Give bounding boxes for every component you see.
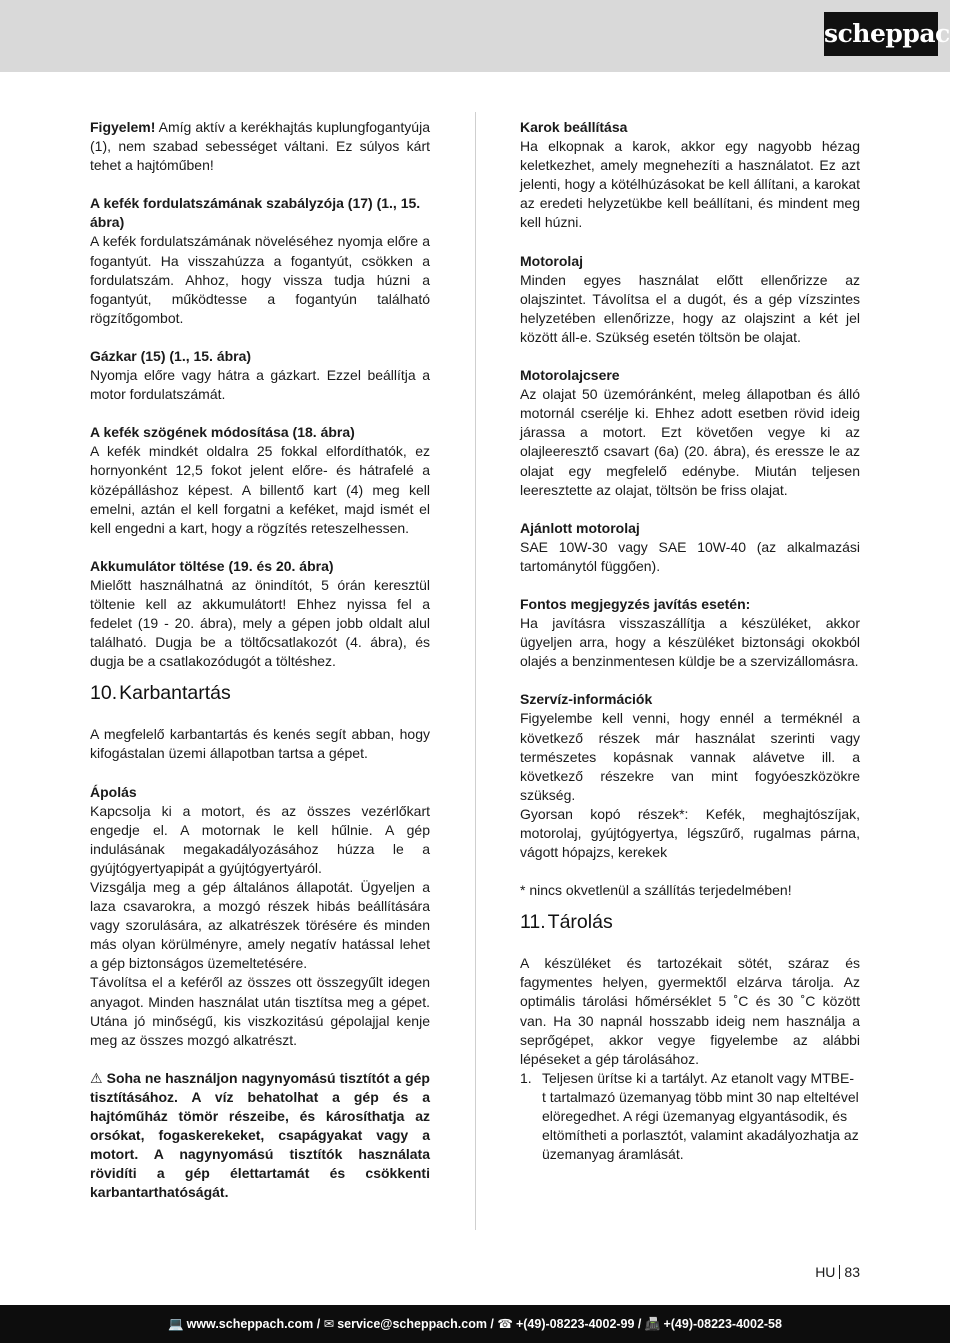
column-divider xyxy=(475,112,476,1230)
section-11-label: Tárolás xyxy=(547,911,613,934)
recommended-oil-text: SAE 10W-30 vagy SAE 10W-40 (az alkalmazási tartománytól függően). xyxy=(520,538,860,574)
section-10-title xyxy=(90,680,430,706)
list-item-text: Teljesen ürítse ki a tartályt. Az etanolt vagy MTBE- t tartalmazó üzemanyag több mint 30 nap elteltével elöregedhet. A régi üzemanyag elgyantásodik, és eltömítheti a porlasztót, valamint akadályozhatja az üzemanyag áramlását. xyxy=(542,1069,859,1163)
page-number-divider xyxy=(839,1265,840,1279)
recommended-oil-heading: Ajánlott motorolaj xyxy=(520,519,640,536)
list-item-marker: 1. xyxy=(520,1069,532,1086)
section-10-intro: A megfelelő karbantartás és kenés segít abban, hogy kifogástalan üzemi állapotban tartsa a gépet. xyxy=(90,726,430,762)
battery-heading: Akkumulátor töltése (19. és 20. ábra) xyxy=(90,557,334,574)
right-column xyxy=(520,118,860,1164)
care-heading: Ápolás xyxy=(90,783,137,800)
oil-change-heading: Motorolajcsere xyxy=(520,367,620,384)
footer-phone: +(49)-08223-4002-99 / xyxy=(515,1317,642,1331)
left-column xyxy=(90,118,430,1203)
engine-oil-heading: Motorolaj xyxy=(520,252,583,269)
engine-oil-text: Minden egyes használat előtt ellenőrizze az olajszintet. Távolítsa el a dugót, és a gép vízszintes helyzetében ellenőrizze, hogy az olajszint a két jel között áll-e. Szükség esetén töltsön be olajat. xyxy=(520,271,860,345)
attention-paragraph xyxy=(90,118,430,175)
care-paragraph-1: Kapcsolja ki a motort, és az összes vezérlőkart engedje el. A motornak le kell hűlnie. A gép indulásának megakadályozásához húzza le a gyújtógyertyapipát a gyújtógyertyáról. xyxy=(90,802,430,876)
fax-icon: 📠 xyxy=(644,1317,661,1331)
battery-text: Mielőtt használhatná az önindítót, 5 órán keresztül töltenie kell az akkumulátort! Ehhez nyissa fel a fedelet (19 - 20. ábra), mely a gépen jobb oldalt alul található. Dugja be a töltőcsatlakozót (4. ábra), és dugja be a csatlakozódugót a töltéshez. xyxy=(90,576,430,670)
page-lang: HU xyxy=(815,1264,836,1280)
brush-speed-text: A kefék fordulatszámának növeléséhez nyomja előre a fogantyút. Ha visszahúzza a fogantyút, csökken a fordulatszám. Ahhoz, hogy vissza tudja húzni a fogantyút, működtesse a fogantyún található rögzítőgombot. xyxy=(90,233,430,326)
section-10-label: Karbantartás xyxy=(119,682,231,705)
levers-text: Ha elkopnak a karok, akkor egy nagyobb hézag keletkezhet, amely megnehezíti a használatot. Ez azt jelenti, hogy a kötélhúzásokat be kell állítani, a karokat az eredeti helyzetükbe kell beállítani, és mindent meg kell húzni. xyxy=(520,138,860,231)
brand-logo: scheppach xyxy=(824,12,938,56)
footer-fax: +(49)-08223-4002-58 xyxy=(663,1317,782,1331)
storage-steps-list xyxy=(520,1069,860,1164)
section-11-intro: A készüléket és tartozékait sötét, száraz és fagymentes helyen, gyermektől elzárva tárolja. Az optimális tárolási hőmérséklet 5 ˚C és 30 ˚C között van. Ha 30 napnál hosszabb ideig nem használja a seprőgépet, akkor vegye figyelembe az alábbi lépéseket a gép tárolásához. xyxy=(520,955,860,1067)
footer-email-link[interactable]: service@scheppach.com / xyxy=(337,1317,494,1331)
header-band xyxy=(0,0,967,72)
page-num: 83 xyxy=(844,1264,860,1280)
brush-angle-text: A kefék mindkét oldalra 25 fokkal elfordíthatók, ez hornyonként 12,5 fokot jelent előre- és hátrafelé a középálláshoz képest. A billentő kart (4) meg kell emelni, aztán el kell forgatni a keféket, majd ismét el kell engedni a kart, hogy a rögzítés reteszelhessen. xyxy=(90,443,430,536)
brush-speed-heading: A kefék fordulatszámának szabályzója (17) (1., 15. ábra) xyxy=(90,195,421,231)
brush-angle-heading: A kefék szögének módosítása (18. ábra) xyxy=(90,424,355,441)
care-paragraph-2: Vizsgálja meg a gép általános állapotát. Ügyeljen a laza csavarokra, a mozgó részek hibás beállítására vagy szorulására, az alkatrészek törésére és minden más olyan körülményre, amely negatív hatással lehet a gép biztonságos üzemeltetésére. xyxy=(90,879,430,972)
section-11-number: 11. xyxy=(520,911,546,934)
service-info-footnote: * nincs okvetlenül a szállítás terjedelmében! xyxy=(520,882,792,899)
throttle-text: Nyomja előre vagy hátra a gázkart. Ezzel beállítja a motor fordulatszámát. xyxy=(90,367,430,403)
repair-note-heading: Fontos megjegyzés javítás esetén: xyxy=(520,595,751,612)
attention-text: Amíg aktív a kerékhajtás kuplungfogantyúja (1), nem szabad sebességet váltani. Ez súlyos kárt tehet a hajtóműben! xyxy=(90,119,430,174)
phone-icon: ☎ xyxy=(497,1317,513,1331)
high-pressure-warning xyxy=(90,1069,430,1203)
throttle-heading: Gázkar (15) (1., 15. ábra) xyxy=(90,347,252,364)
service-info-heading: Szervíz-információk xyxy=(520,691,653,708)
footer-website-link[interactable]: www.scheppach.com / xyxy=(186,1317,321,1331)
warning-icon: ⚠ xyxy=(90,1069,103,1086)
service-info-paragraph-2: Gyorsan kopó részek*: Kefék, meghajtószíjak, motorolaj, gyújtógyertya, légszűrő, rugalmas párna, vágott hópajzs, kerekek xyxy=(520,805,860,861)
levers-heading: Karok beállítása xyxy=(520,119,628,135)
mail-icon: ✉ xyxy=(323,1317,335,1331)
warning-text: Soha ne használjon nagynyomású tisztítót a gép tisztításához. A víz behatolhat a gép és a hajtóműház tömör részeibe, és károsíthatja az orsókat, fogaskerekeket, csapágyakat vagy a motort. A nagynyomású tisztítók használata rövidíti a gép élettartamát és csökkenti karbantarthatóságát. xyxy=(90,1069,430,1201)
service-info-paragraph-1: Figyelembe kell venni, hogy ennél a terméknél a következő részek már használat szerinti vagy természetes kopásnak vannak alávetve ill. a következő részekre van mint fogyóeszközökre szükség. xyxy=(520,710,860,803)
page-number xyxy=(790,1264,860,1280)
attention-label: Figyelem! xyxy=(90,119,156,135)
list-item xyxy=(520,1069,860,1164)
oil-change-text: Az olajat 50 üzemóránként, meleg állapotban és álló motornál cserélje ki. Ehhez adott esetben rövid ideig járassa a motort. Ezt követően vegye ki az olajleeresztő csavart (6a) (20. ábra), és eressze le az olajat egy megfelelő edénybe. Miután teljesen leeresztette az olajat, töltsön be friss olajat. xyxy=(520,386,860,498)
section-11-title xyxy=(520,909,860,935)
footer-bar xyxy=(0,1305,950,1343)
care-paragraph-3: Távolítsa el a keféről az összes ott összegyűlt idegen anyagot. Minden használat után tisztítsa meg a gépet. Utána jó minőségű, kis viszkozitású gépolajjal kenje meg az összes mozgó alkatrészt. xyxy=(90,974,430,1048)
repair-note-text: Ha javításra visszaszállítja a készüléket, akkor ügyeljen arra, hogy a készüléket biztonsági okokból olajés a benzinmentesen küldje be a szervizállomásra. xyxy=(520,615,860,670)
section-10-number: 10. xyxy=(90,682,118,705)
computer-icon: 💻 xyxy=(168,1317,184,1331)
